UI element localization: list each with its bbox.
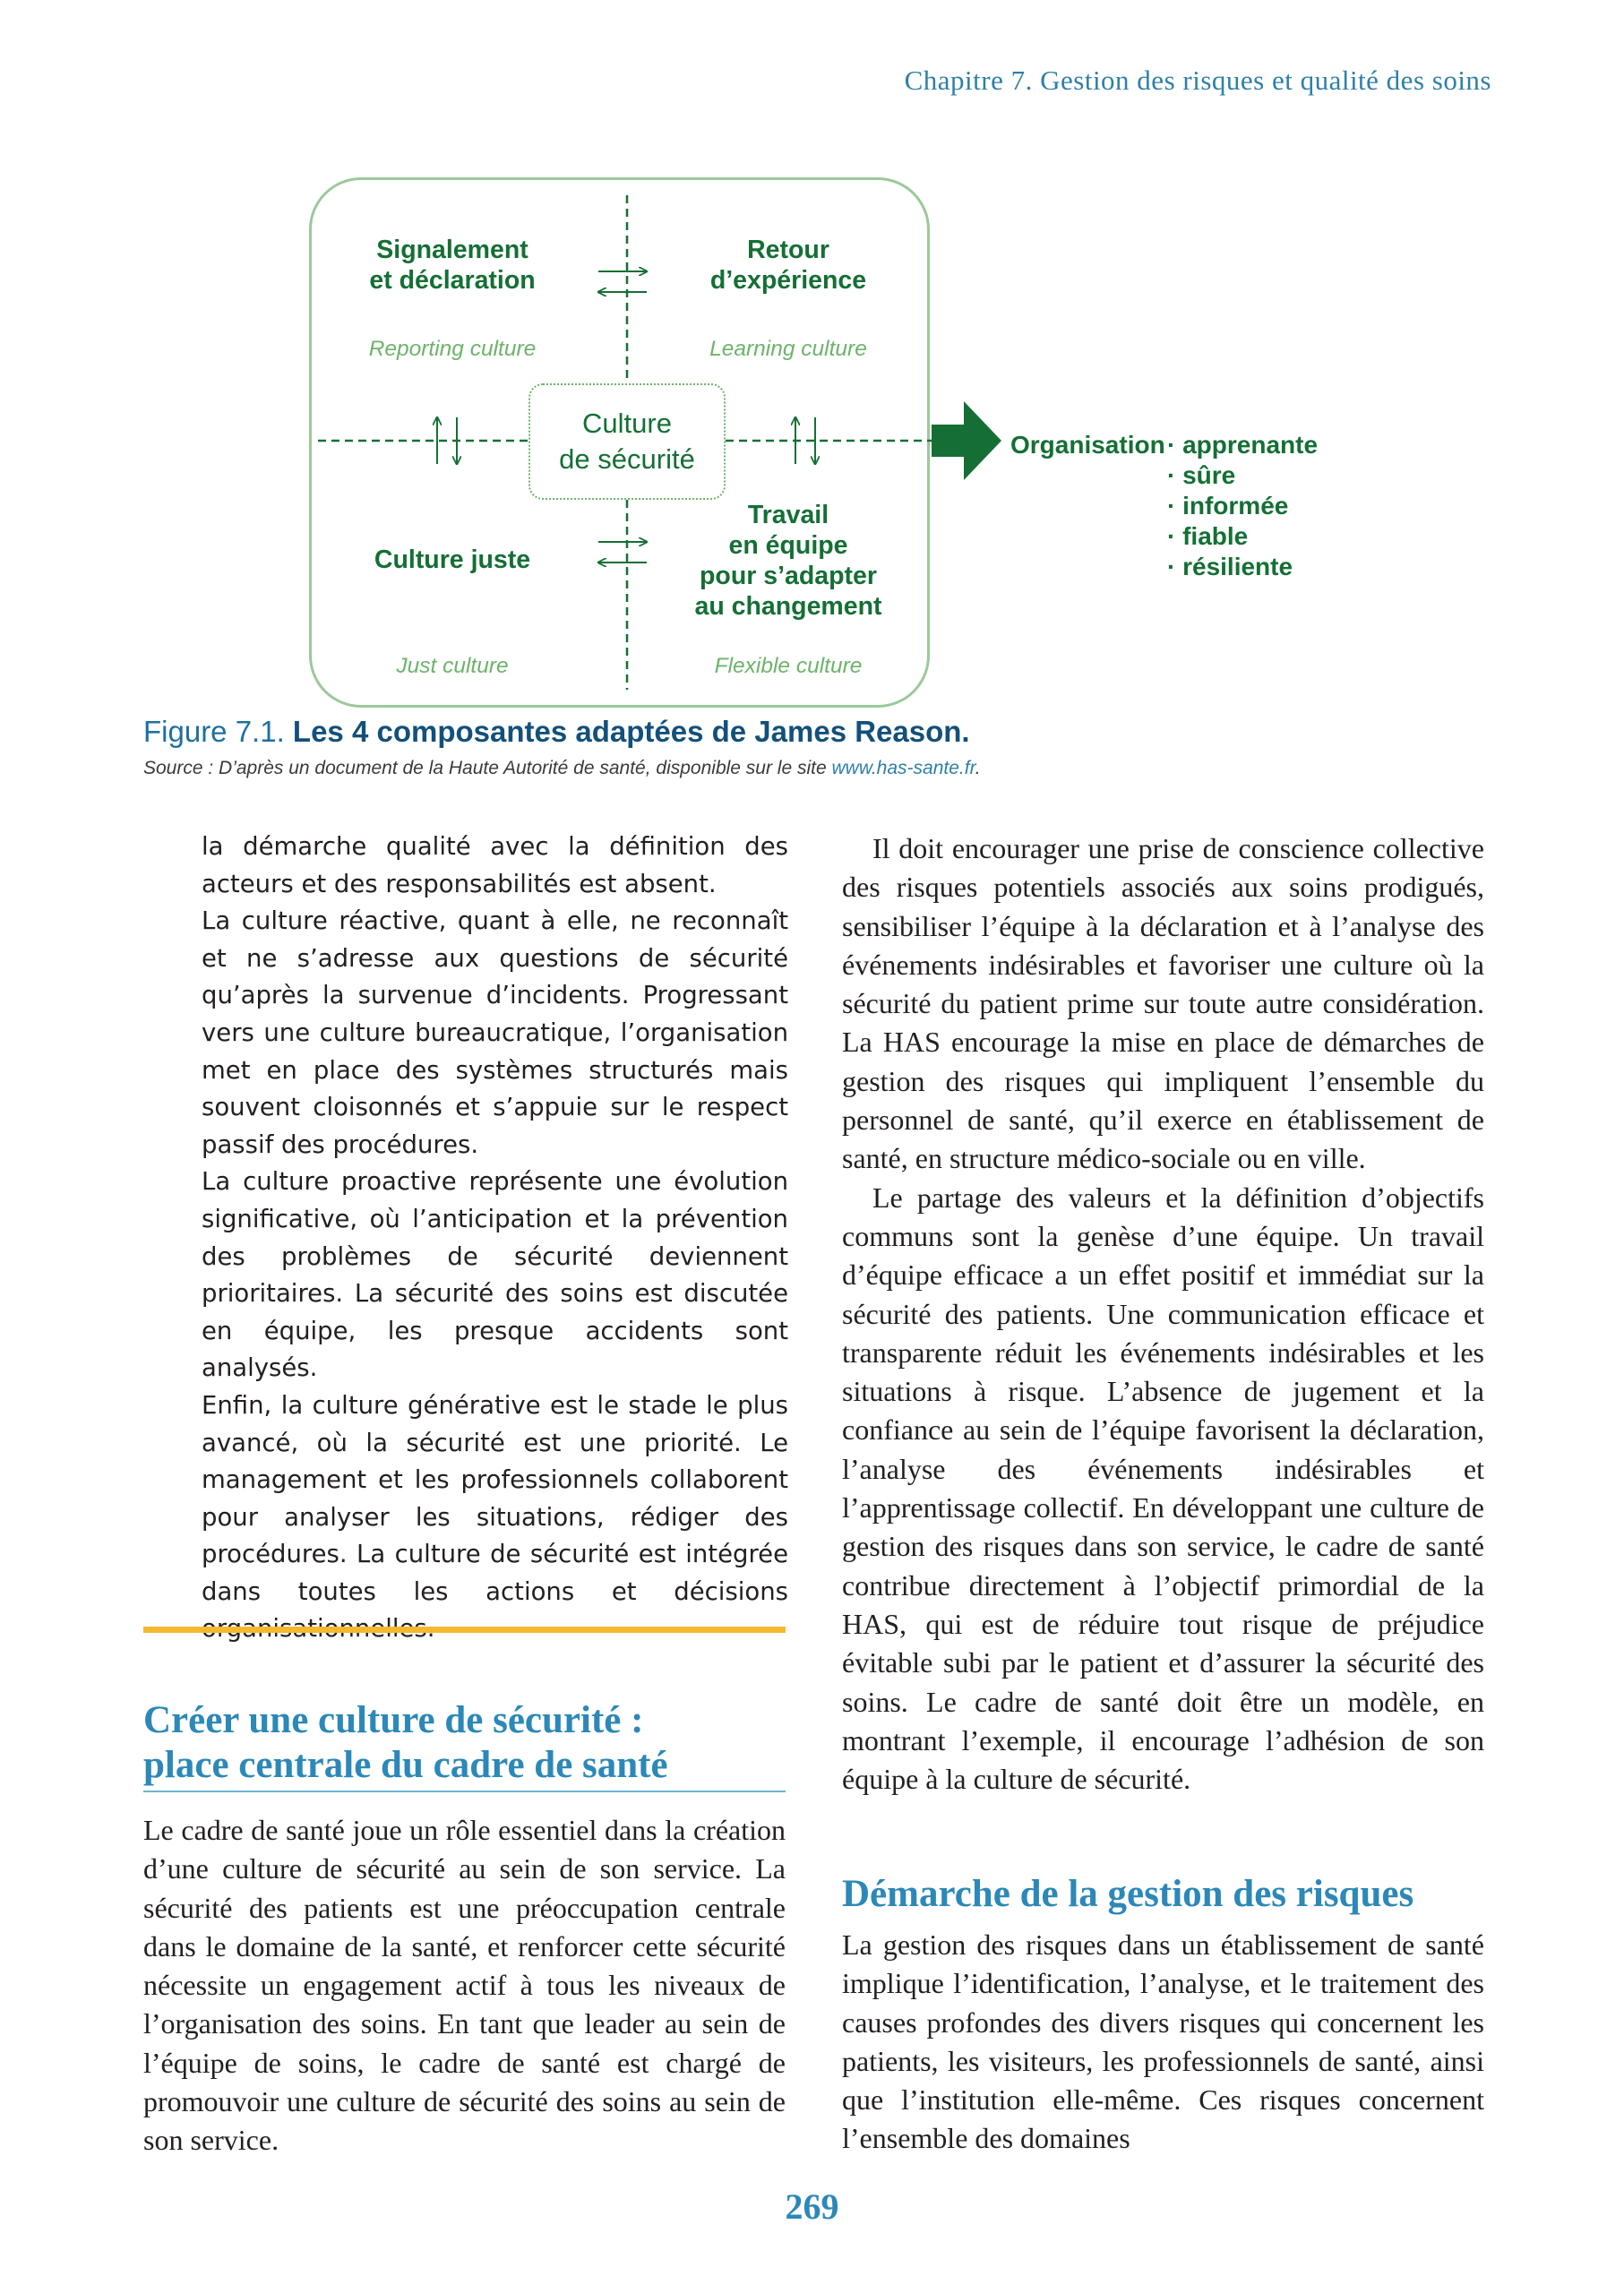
risk-management-body	[842, 1926, 1484, 2159]
section-heading-culture: Créer une culture de sécurité : place centrale du cadre de santé	[143, 1699, 668, 1786]
quadrant-just-title: Culture juste	[374, 545, 531, 574]
source-prefix: Source : D’après un document de la Haute Autorité de santé, disponible sur le site	[143, 758, 832, 778]
body-paragraph: Le partage des valeurs et la définition d’objectifs communs sont la genèse d’une équipe. Un travail d’équipe efficace a un effet positif et immédiat sur la sécurité des patients. Une communication efficace et transparente réduit les événements indésirables et les situations à risque. L’absence de jugement et la confiance au sein de l’équipe favorisent la déclaration, l’analyse des événements indésirables et l’apprentissage collectif. En développant une culture de gestion des risques dans son service, le cadre de santé contribue directement à l’objectif primordial de la HAS, qui est de réduire tout risque de préjudice évitable subi par le patient et d’assurer la sécurité des soins. Le cadre de santé doit être un modèle, en montrant l’exemple, il encourage l’adhésion de son équipe à la culture de sécurité.	[842, 1181, 1484, 1796]
center-culture-box: Culture de sécurité	[528, 383, 726, 500]
page-number: 269	[785, 2186, 839, 2227]
left-box-paragraph: La culture réactive, quant à elle, ne reconnaît et ne s’adresse aux questions de sécurité qu’après la survenue d’incidents. Progressant vers une culture bureaucratique, l’organisation met en place des systèmes structurés mais souvent cloisonnés et s’appuie sur le respect passif des procédures.	[202, 906, 788, 1159]
quadrant-learning-title: Retour d’expérience	[709, 236, 867, 295]
organisation-item: · informée	[1167, 492, 1289, 520]
figure-caption-title	[143, 715, 970, 749]
organisation-label: Organisation	[1010, 431, 1165, 459]
quadrant-flexible-english: Flexible culture	[714, 654, 863, 678]
body-paragraph: Il doit encourager une prise de conscience collective des risques potentiels associés aux soins prodigués, sensibiliser l’équipe à la déclaration et à l’analyse des événements indésirables et favoriser une culture où la sécurité du patient prime sur toute autre considération. La HAS encourage la mise en place de démarches de gestion des risques qui impliquent l’ensemble du personnel de santé, qu’il exerce en établissement de santé, en structure médico-sociale ou en ville.	[842, 832, 1484, 1175]
quadrant-flexible-title: Travail en équipe pour s’adapter au changement	[694, 501, 882, 621]
output-arrow	[932, 401, 1001, 480]
figure-caption-text: Les 4 composantes adaptées de James Reason.	[292, 715, 970, 748]
figure-number: Figure 7.1.	[143, 715, 285, 748]
quadrant-reporting-english: Reporting culture	[368, 337, 537, 361]
figure-source	[143, 758, 981, 779]
quadrant-reporting-title: Signalement et déclaration	[369, 236, 536, 295]
quadrant-learning-english: Learning culture	[709, 337, 867, 361]
quadrant-just-english: Just culture	[396, 654, 509, 678]
section-heading-risk-management: Démarche de la gestion des risques	[842, 1873, 1414, 1915]
organisation-item: · apprenante	[1167, 431, 1319, 459]
body-paragraph: Le cadre de santé joue un rôle essentiel dans la création d’une culture de sécurité au sein de son service. La sécurité des patients est une préoccupation centrale dans le domaine de la santé, et renforcer cette sécurité nécessite un engagement actif à tous les niveaux de l’organisation des soins. En tant que leader au sein de l’équipe de soins, le cadre de santé est chargé de promouvoir une culture de sécurité des soins au sein de son service.	[143, 1814, 786, 2157]
source-suffix: .	[975, 758, 981, 778]
section-culture-body	[143, 1811, 786, 2160]
body-paragraph: La gestion des risques dans un établissement de santé implique l’identification, l’analyse, et le traitement des causes profondes des divers risques qui concernent les patients, les visiteurs, les professionnels de santé, ainsi que l’institution elle-même. Ces risques concernent l’ensemble des domaines	[842, 1928, 1484, 2155]
organisation-list	[1167, 430, 1318, 582]
left-box-paragraph: Enfin, la culture générative est le stade le plus avancé, où la sécurité est une priorité. Le management et les professionnels collaborent pour analyser les situations, rédiger des procédures. La culture de sécurité est intégrée dans toutes les actions et décisions	[202, 1390, 788, 1606]
left-box-paragraph: la démarche qualité avec la définition des acteurs et des responsabilités est absent.	[202, 832, 788, 898]
right-column-body	[842, 829, 1484, 1799]
organisation-item: · résiliente	[1167, 553, 1293, 580]
left-box-text	[202, 829, 788, 1648]
running-head: Chapitre 7. Gestion des risques et qualité des soins	[904, 64, 1491, 96]
organisation-item: · sûre	[1167, 461, 1236, 489]
source-link[interactable]: www.has-sante.fr	[831, 758, 975, 778]
organisation-item: · fiable	[1167, 522, 1249, 550]
figure-diagram	[0, 0, 1624, 788]
heading-underline	[143, 1791, 786, 1792]
left-box-paragraph: La culture proactive représente une évolution significative, où l’anticipation et la prévention des problèmes de sécurité deviennent prioritaires. La sécurité des soins est discutée en équipe, les presque accidents sont analysés.	[202, 1167, 788, 1383]
box-bottom-rule	[143, 1627, 786, 1633]
